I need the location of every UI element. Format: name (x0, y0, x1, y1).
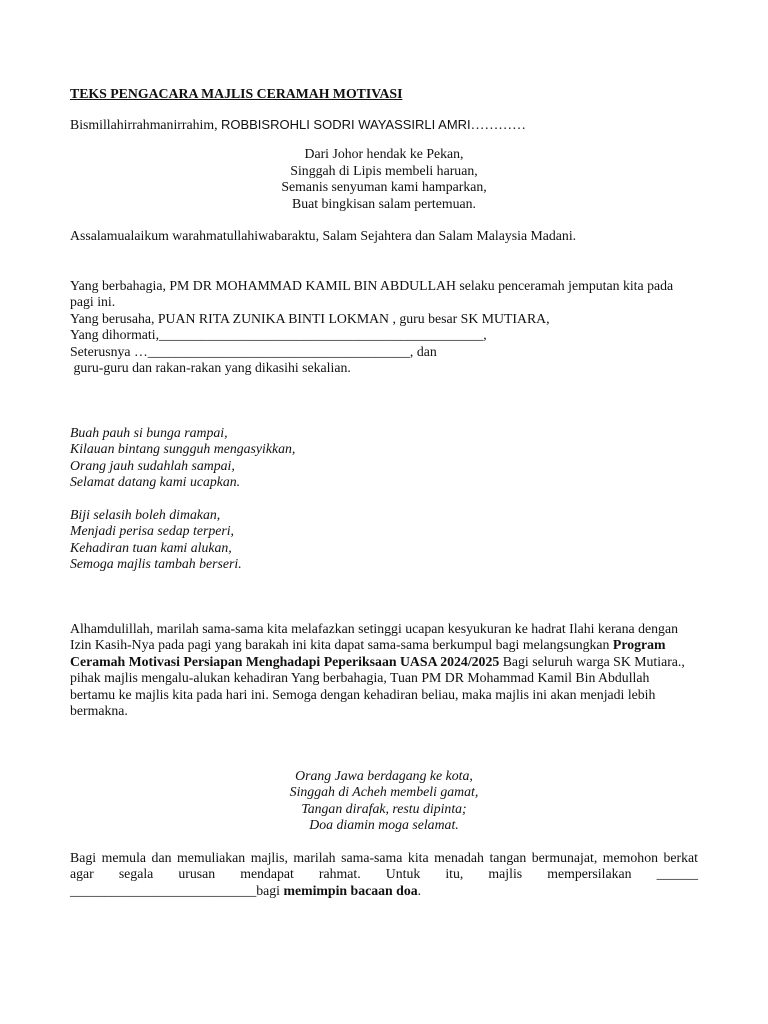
pantun-line: Semoga majlis tambah berseri. (70, 556, 242, 571)
document-page (70, 86, 698, 899)
pantun-line: Orang jauh sudahlah sampai, (70, 457, 235, 473)
salutation-guest: Yang berbahagia, PM DR MOHAMMAD KAMIL BIN ABDULLAH selaku penceramah jemputan kita pada pagi ini. (70, 277, 674, 309)
document-title: TEKS PENGACARA MAJLIS CERAMAH MOTIVASI (70, 86, 403, 101)
pantun-line: Semanis senyuman kami hamparkan, (281, 179, 487, 194)
pantun-line: Kilauan bintang sungguh mengasyikkan, (70, 441, 296, 456)
paragraph-rest: Bagi seluruh warga SK Mutiara., pihak majlis mengalu-alukan kehadiran Yang berbahagia, Tuan PM DR Mohammad Kamil Bin Abdullah bertamu ke majlis kita pada hari ini. Semoga dengan kehadiran beliau, maka majlis ini akan menjadi lebih bermakna. (70, 653, 685, 718)
pantun-line: Buah pauh si bunga rampai, (70, 424, 228, 440)
pantun-line: Kehadiran tuan kami alukan, (70, 539, 232, 555)
spacer (70, 491, 698, 507)
opening-bismillah: Bismillahirrahmanirrahim, (70, 116, 221, 132)
spacer (70, 377, 698, 425)
opening-line (70, 117, 698, 134)
closing-doa: memimpin bacaan doa (283, 882, 418, 898)
spacer (70, 245, 698, 278)
salutation-honoured: Yang dihormati,_______________________________________________, (70, 327, 487, 342)
closing-period: . (417, 882, 422, 898)
pantun-arrival (70, 425, 698, 491)
pantun-line: Orang Jawa berdagang ke kota, (295, 767, 473, 783)
spacer (70, 212, 698, 228)
opening-doa: ROBBISROHLI SODRI WAYASSIRLI AMRI (220, 116, 471, 132)
pantun-line: Doa diamin moga selamat. (309, 817, 459, 832)
pantun-line: Selamat datang kami ucapkan. (70, 474, 241, 489)
pantun-line: Buat bingkisan salam pertemuan. (292, 195, 476, 211)
program-paragraph (70, 621, 698, 720)
salutation-headmaster: Yang berusaha, PUAN RITA ZUNIKA BINTI LOKMAN , guru besar SK MUTIARA, (70, 310, 550, 326)
pantun-prayer (70, 768, 698, 834)
pantun-line: Menjadi perisa sedap terperi, (70, 523, 235, 538)
salutations (70, 278, 698, 377)
spacer (70, 573, 698, 621)
greeting: Assalamualaikum warahmatullahiwabaraktu, Salam Sejahtera dan Salam Malaysia Madani. (70, 228, 577, 243)
closing-text: Bagi memula dan memuliakan majlis, marilah sama-sama kita menadah tangan bermunajat, memohon berkat agar segala urusan mendapat rahmat. Untuk itu, majlis mempersilakan ______ ___________________________ (70, 849, 698, 898)
pantun-line: Singgah di Acheh membeli gamat, (289, 784, 479, 799)
salutation-next: Seterusnya …______________________________________, dan (70, 343, 437, 359)
pantun-welcome (70, 146, 698, 212)
closing-bagi: bagi (256, 882, 284, 898)
pantun-line: Singgah di Lipis membeli haruan, (290, 162, 478, 178)
pantun-line: Tangan dirafak, restu dipinta; (301, 800, 467, 816)
pantun-line: Dari Johor hendak ke Pekan, (304, 146, 464, 161)
pantun-line: Biji selasih boleh dimakan, (70, 506, 221, 522)
spacer (70, 834, 698, 850)
closing-paragraph (70, 850, 698, 900)
salutation-teachers: guru-guru dan rakan-rakan yang dikasihi sekalian. (70, 360, 351, 375)
program-name: Program Ceramah Motivasi Persiapan Menghadapi Peperiksaan UASA 2024/2025 (70, 637, 666, 669)
opening-ellipsis: ………… (470, 116, 526, 132)
spacer (70, 720, 698, 768)
pantun-guest (70, 507, 698, 573)
paragraph-intro: Alhamdulillah, marilah sama-sama kita melafazkan setinggi ucapan kesyukuran ke hadrat Ilahi kerana dengan Izin Kasih-Nya pada pagi yang barakah ini kita dapat sama-sama berkumpul bagi melangsungkan (70, 620, 678, 652)
